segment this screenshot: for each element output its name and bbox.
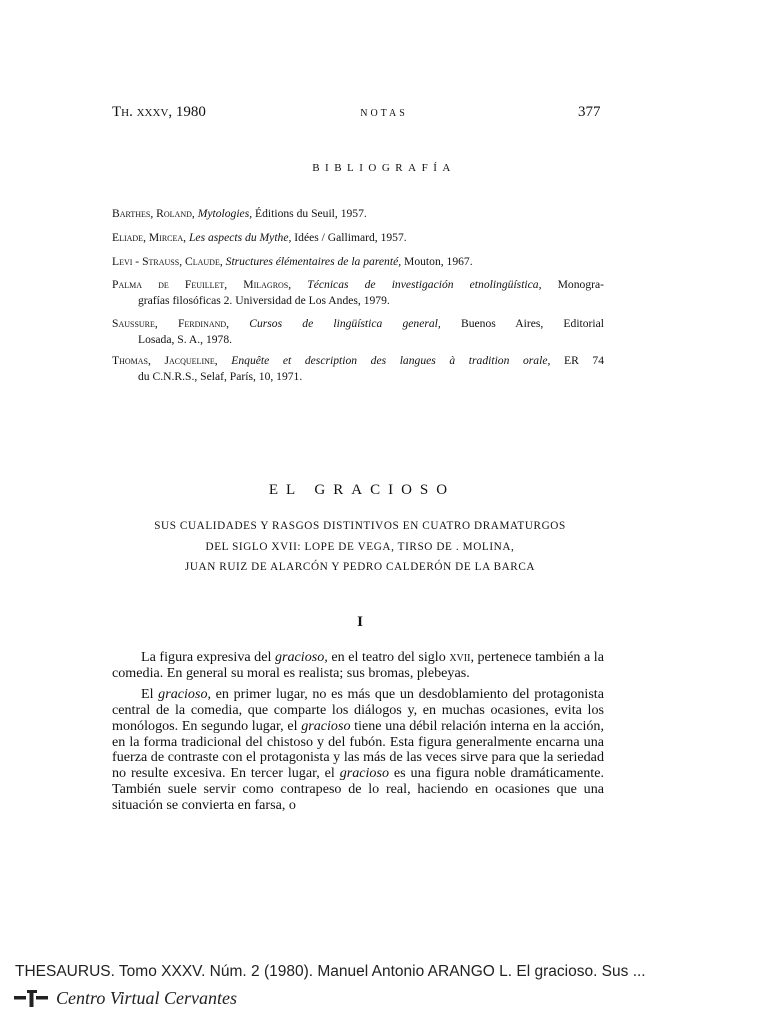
bib-publisher: Idées / Gallimard, 1957. [294,231,407,244]
text-run: tiene una débil relación interna en la acción, en la forma tradicional del chistoso y del fubón. Esta figura generalmente encarna una fuerza de contraste con el protagonista y las más de las veces sirve para que la seriedad no resulte excesiva. En tercer lugar, el [112,717,604,782]
bib-continuation: du C.N.R.S., Selaf, París, 10, 1971. [138,369,303,383]
emphasis: gracioso [301,717,351,734]
emphasis: gracioso, [274,649,328,665]
text-run: es una figura noble dramáticamente. También suele servir como contrapeso de lo real, haciendo en ocasiones que una situación se convierta en farsa, o [112,765,604,814]
bib-continuation: Losada, S. A., 1978. [138,332,233,346]
bib-author: Eliade, Mircea, [112,231,187,244]
emphasis: gracioso [158,685,208,702]
article-subtitle-line: DEL SIGLO XVII: LOPE DE VEGA, TIRSO DE . MOLINA, [205,541,515,553]
bib-work: Les aspects du Mythe, [188,231,292,244]
bib-work: Enquête et description des langues à tradition orale, [231,354,551,367]
paragraph [112,650,604,682]
emphasis: gracioso [339,765,390,782]
bibliography-entry [112,230,604,246]
century-numeral: xvii [449,649,471,665]
bibliography-entry [112,316,604,347]
bib-publisher: Buenos Aires, Editorial [460,317,605,330]
bib-author: Barthes, Roland, [112,207,195,220]
bib-work: Structures élémentaires de la parenté, [225,255,402,268]
bib-publisher: Monogra- [557,278,604,291]
bibliography-entry [112,353,604,384]
bibliography-entry [112,254,604,270]
bib-author: Levi - Strauss, Claude, [112,255,223,268]
bibliography-entry [112,206,604,222]
text-run: El [141,685,159,702]
bib-continuation: grafías filosóficas 2. Universidad de Los Andes, 1979. [138,293,390,307]
page-number: 377 [578,104,601,120]
article-title: EL GRACIOSO [268,482,456,498]
bib-author: Saussure, Ferdinand, [112,317,230,330]
bib-publisher: Mouton, 1967. [404,255,473,268]
text-run: , en primer lugar, no es más que un desdoblamiento del protagonista central de la comedia, que comparte los diálogos y, en muchas ocasiones, evita los monólogos. En segundo lugar, el [112,685,604,734]
section-numeral: I [357,614,363,630]
running-header-section: NOTAS [360,108,408,119]
bib-author: Palma de Feuillet, Milagros, [112,278,292,291]
bib-author: Thomas, Jacqueline, [112,354,218,367]
article-subtitle-line: JUAN RUIZ DE ALARCÓN Y PEDRO CALDERÓN DE LA BARCA [184,561,536,573]
paragraph [112,687,604,814]
article-body [112,650,604,814]
bibliography-heading: BIBLIOGRAFÍA [312,162,456,174]
source-citation-link[interactable]: THESAURUS. Tomo XXXV. Núm. 2 (1980). Manuel Antonio ARANGO L. El gracioso. Sus ... [15,963,646,980]
text-run: en el teatro del siglo [327,649,450,665]
cvc-logo-icon[interactable] [12,987,50,1009]
bibliography-entry [112,277,604,308]
bib-publisher: ER 74 [563,354,605,367]
article-subtitle-line: SUS CUALIDADES Y RASGOS DISTINTIVOS EN CUATRO DRAMATURGOS [154,520,566,532]
bib-publisher: Éditions du Seuil, 1957. [255,207,367,220]
brand-name: Centro Virtual Cervantes [56,988,237,1008]
text-run: La figura expresiva del [141,649,275,665]
bib-work: Cursos de lingüística general, [249,317,441,330]
text-run: , pertenece también a la comedia. En general su moral es realista; sus bromas, plebeyas. [112,649,604,681]
running-header-volume: Th. xxxv, 1980 [112,104,206,120]
bib-work: Técnicas de investigación etnolingüística, [307,278,542,291]
bib-work: Mytologies, [197,207,253,220]
